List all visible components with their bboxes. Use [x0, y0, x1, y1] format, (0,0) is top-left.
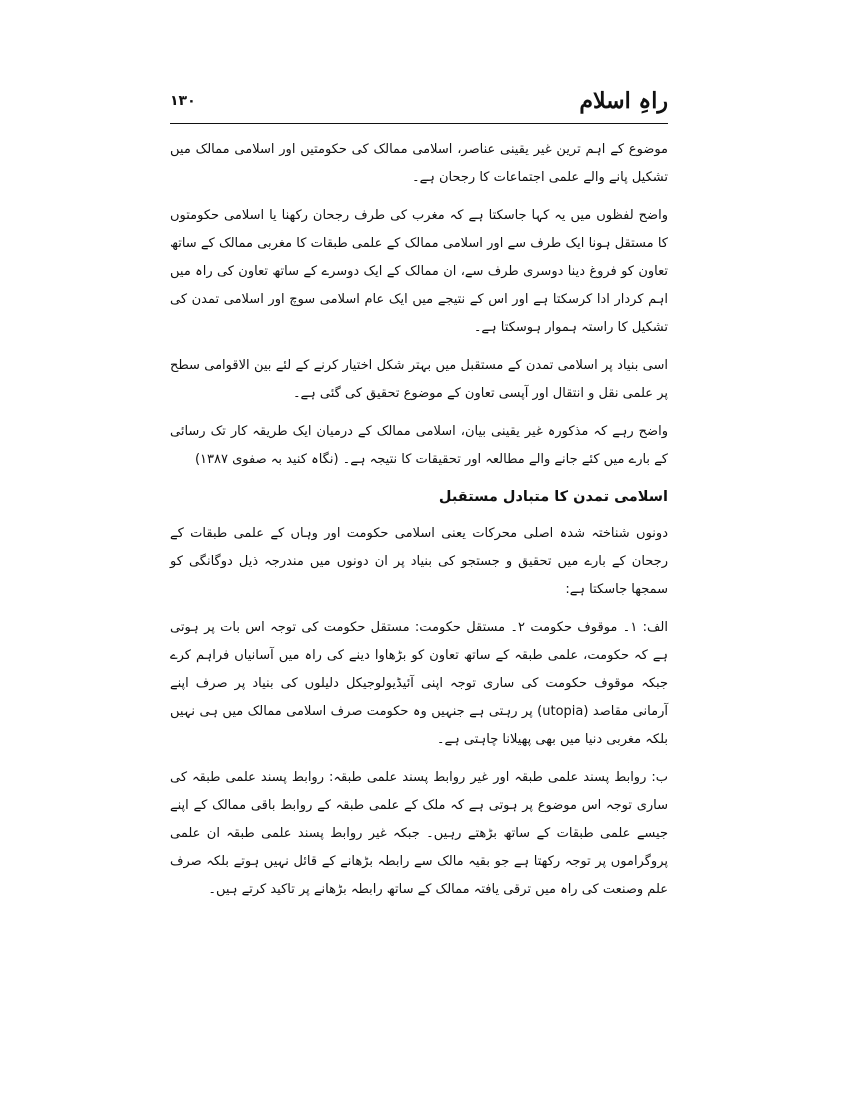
header-divider — [170, 123, 668, 124]
section-heading: اسلامی تمدن کا متبادل مستقبل — [438, 489, 668, 505]
paragraph-5: دونوں شناختہ شدہ اصلی محرکات یعنی اسلامی حکومت اور وہاں کے علمی طبقات کے رجحان کے بارے میں تحقیق و جستجو کی بنیاد پر ان دونوں میں مندرجہ ذیل دوگانگی کو سمجھا جاسکتا ہے: — [170, 526, 668, 597]
paragraph-1: موضوع کے اہم ترین غیر یقینی عناصر، اسلامی ممالک کی حکومتیں اور اسلامی ممالک میں تشکیل پانے والے علمی اجتماعات کا رجحان ہے۔ — [170, 142, 668, 185]
page-number: ۱۳۰ — [170, 93, 196, 109]
paragraph-6: الف: ۱۔ موقوف حکومت ۲۔ مستقل حکومت: مستقل حکومت کی توجہ اس بات پر ہوتی ہے کہ حکومت، علمی طبقہ کے ساتھ تعاون کو بڑھاوا دینے کی راہ میں آسانیاں فراہم کرے جبکہ موقوف حکومت کی ساری توجہ اپنی آئیڈیولوجیکل دلیلوں کی بنیاد پر صرف اپنے آرمانی مقاصد (utopia) پر رہتی ہے جنہیں وہ حکومت صرف اسلامی ممالک میں ہی نہیں بلکہ مغربی دنیا میں بھی پھیلانا چاہتی ہے۔ — [170, 620, 669, 747]
running-title: راہِ اسلام — [579, 88, 668, 114]
page-header — [170, 86, 668, 122]
paragraph-4: واضح رہے کہ مذکورہ غیر یقینی بیان، اسلامی ممالک کے درمیان ایک طریقہ کار تک رسائی کے بارے میں کئے جانے والے مطالعہ اور تحقیقات کا نتیجہ ہے۔ (نگاہ کنید بہ صفوی ۱۳۸۷) — [170, 424, 668, 467]
paragraph-2: واضح لفظوں میں یہ کہا جاسکتا ہے کہ مغرب کی طرف رجحان رکھنا یا اسلامی حکومتوں کا مستقل ہونا ایک طرف سے اور اسلامی ممالک کے علمی طبقات کا مغربی ممالک کے ساتھ تعاون کو فروغ دینا دوسری طرف سے، ان ممالک کے ایک دوسرے کے ساتھ تعاون کی راہ میں اہم کردار ادا کرسکتا ہے اور اس کے نتیجے میں ایک عام اسلامی سوچ اور اسلامی تمدن کی تشکیل کا راستہ ہموار ہوسکتا ہے۔ — [170, 208, 668, 335]
page-body — [170, 136, 668, 914]
paragraph-3: اسی بنیاد پر اسلامی تمدن کے مستقبل میں بہتر شکل اختیار کرنے کے لئے بین الاقوامی سطح پر علمی نقل و انتقال اور آپسی تعاون کے موضوع تحقیق کی گئی ہے۔ — [170, 358, 668, 401]
paragraph-7: ب: روابط پسند علمی طبقہ اور غیر روابط پسند علمی طبقہ: روابط پسند علمی طبقہ کی ساری توجہ اس موضوع پر ہوتی ہے کہ ملک کے علمی طبقہ کے روابط باقی ممالک کے اپنے جیسے علمی طبقات کے ساتھ بڑھتے رہیں۔ جبکہ غیر روابط پسند علمی طبقہ ان علمی پروگراموں پر توجہ رکھتا ہے جو بقیہ مالک سے رابطہ بڑھانے کے قائل نہیں ہوتے بلکہ صرف علم وصنعت کی راہ میں ترقی یافتہ ممالک کے ساتھ رابطہ بڑھانے پر تاکید کرتے ہیں۔ — [170, 770, 668, 897]
